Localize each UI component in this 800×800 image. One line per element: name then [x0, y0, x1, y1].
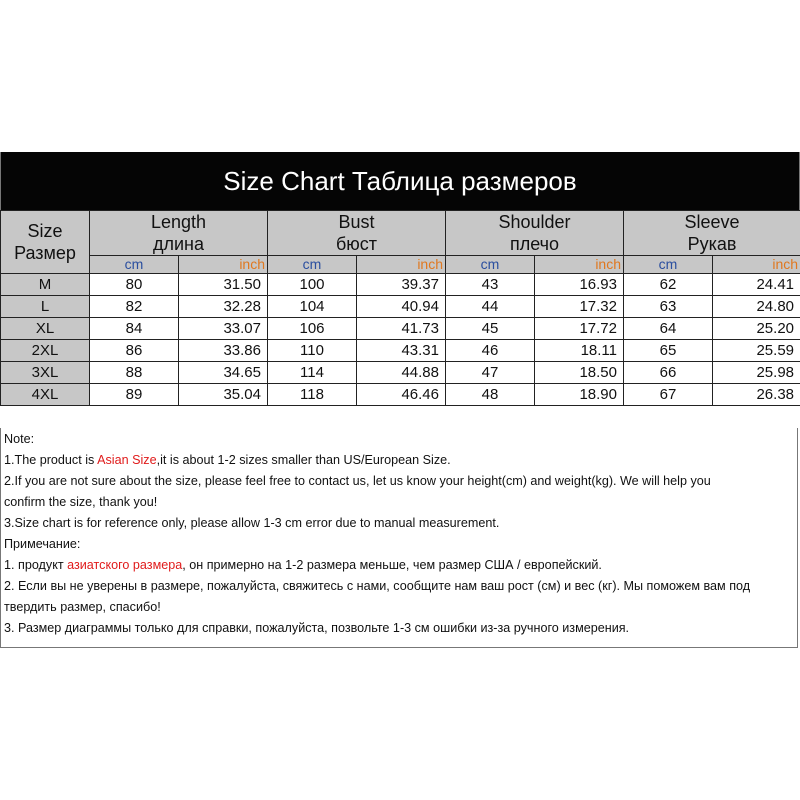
chart-title: Size Chart Таблица размеров: [0, 152, 800, 210]
sleeve-header: [624, 211, 800, 256]
inch-value: 25.59: [713, 340, 800, 362]
cm-value: 65: [624, 340, 713, 362]
shoulder-header: [446, 211, 624, 256]
length-header-ru: длина: [152, 234, 204, 254]
notes-section: [0, 428, 798, 648]
cm-value: 110: [268, 340, 357, 362]
inch-value: 18.50: [535, 362, 624, 384]
inch-value: 18.90: [535, 384, 624, 406]
size-cell: L: [1, 296, 90, 318]
inch-value: 24.41: [713, 274, 800, 296]
length-header: [90, 211, 268, 256]
cm-value: 80: [90, 274, 179, 296]
inch-value: 17.72: [535, 318, 624, 340]
length-header-en: Length: [150, 212, 207, 232]
cm-value: 48: [446, 384, 535, 406]
size-cell: M: [1, 274, 90, 296]
note-ru-1: [4, 555, 797, 576]
cm-value: 114: [268, 362, 357, 384]
table-row: [1, 274, 800, 296]
size-table: [0, 210, 800, 406]
unit-cm: cm: [90, 256, 179, 274]
inch-value: 43.31: [357, 340, 446, 362]
inch-value: 18.11: [535, 340, 624, 362]
size-cell: 2XL: [1, 340, 90, 362]
inch-value: 25.20: [713, 318, 800, 340]
inch-value: 35.04: [179, 384, 268, 406]
inch-value: 31.50: [179, 274, 268, 296]
cm-value: 88: [90, 362, 179, 384]
inch-value: 41.73: [357, 318, 446, 340]
note-en-2a: 2.If you are not sure about the size, please feel free to contact us, let us know your height(cm) and weight(kg). We will help you: [4, 474, 711, 488]
cm-value: 46: [446, 340, 535, 362]
cm-value: 84: [90, 318, 179, 340]
shoulder-header-ru: плечо: [509, 234, 560, 254]
note-en-3: 3.Size chart is for reference only, please allow 1-3 cm error due to manual measurement.: [4, 516, 500, 530]
table-row: [1, 296, 800, 318]
table-row: [1, 362, 800, 384]
inch-value: 25.98: [713, 362, 800, 384]
note-ru-3: 3. Размер диаграммы только для справки, пожалуйста, позвольте 1-3 см ошибки из-за ручного измерения.: [4, 621, 630, 635]
cm-value: 62: [624, 274, 713, 296]
unit-inch: inch: [535, 256, 624, 274]
table-row: [1, 318, 800, 340]
size-chart: [0, 152, 800, 406]
note-ru-label: Примечание:: [4, 537, 81, 551]
size-header-ru: Размер: [14, 243, 76, 263]
inch-value: 24.80: [713, 296, 800, 318]
size-cell: 3XL: [1, 362, 90, 384]
inch-value: 17.32: [535, 296, 624, 318]
unit-cm: cm: [446, 256, 535, 274]
inch-value: 44.88: [357, 362, 446, 384]
inch-value: 33.86: [179, 340, 268, 362]
shoulder-header-en: Shoulder: [498, 212, 571, 232]
unit-inch: inch: [713, 256, 800, 274]
size-cell: 4XL: [1, 384, 90, 406]
cm-value: 86: [90, 340, 179, 362]
sleeve-header-ru: Рукав: [687, 234, 737, 254]
inch-value: 40.94: [357, 296, 446, 318]
note-ru-2a: 2. Если вы не уверены в размере, пожалуйста, свяжитесь с нами, сообщите нам ваш рост (см) и вес (кг). Мы поможем вам под: [4, 579, 751, 593]
table-row: [1, 384, 800, 406]
note-label: Note:: [4, 432, 35, 446]
unit-cm: cm: [624, 256, 713, 274]
sleeve-header-en: Sleeve: [684, 212, 740, 232]
size-cell: XL: [1, 318, 90, 340]
cm-value: 45: [446, 318, 535, 340]
cm-value: 47: [446, 362, 535, 384]
note-ru-2b: твердить размер, спасибо!: [4, 600, 161, 614]
cm-value: 89: [90, 384, 179, 406]
cm-value: 100: [268, 274, 357, 296]
cm-value: 66: [624, 362, 713, 384]
inch-value: 46.46: [357, 384, 446, 406]
cm-value: 43: [446, 274, 535, 296]
bust-header: [268, 211, 446, 256]
size-header-en: Size: [27, 221, 63, 241]
inch-value: 32.28: [179, 296, 268, 318]
unit-inch: inch: [357, 256, 446, 274]
cm-value: 118: [268, 384, 357, 406]
note-en-1-text: 1.The product is: [4, 453, 98, 467]
inch-value: 39.37: [357, 274, 446, 296]
note-en-1: [4, 450, 797, 471]
note-ru-1-rest: , он примерно на 1-2 размера меньше, чем размер США / европейский.: [182, 558, 602, 572]
inch-value: 16.93: [535, 274, 624, 296]
cm-value: 104: [268, 296, 357, 318]
asian-size-highlight: Asian Size: [97, 453, 157, 467]
size-header: [1, 211, 90, 274]
inch-value: 26.38: [713, 384, 800, 406]
cm-value: 82: [90, 296, 179, 318]
cm-value: 67: [624, 384, 713, 406]
note-en-2b: confirm the size, thank you!: [4, 495, 158, 509]
bust-header-en: Bust: [338, 212, 375, 232]
table-row: [1, 340, 800, 362]
asian-size-highlight-ru: азиатского размера: [67, 558, 183, 572]
cm-value: 64: [624, 318, 713, 340]
cm-value: 106: [268, 318, 357, 340]
inch-value: 33.07: [179, 318, 268, 340]
note-ru-1-text: 1. продукт: [4, 558, 68, 572]
inch-value: 34.65: [179, 362, 268, 384]
note-en-1-rest: ,it is about 1-2 sizes smaller than US/European Size.: [156, 453, 451, 467]
unit-cm: cm: [268, 256, 357, 274]
cm-value: 44: [446, 296, 535, 318]
bust-header-ru: бюст: [335, 234, 378, 254]
unit-inch: inch: [179, 256, 268, 274]
cm-value: 63: [624, 296, 713, 318]
